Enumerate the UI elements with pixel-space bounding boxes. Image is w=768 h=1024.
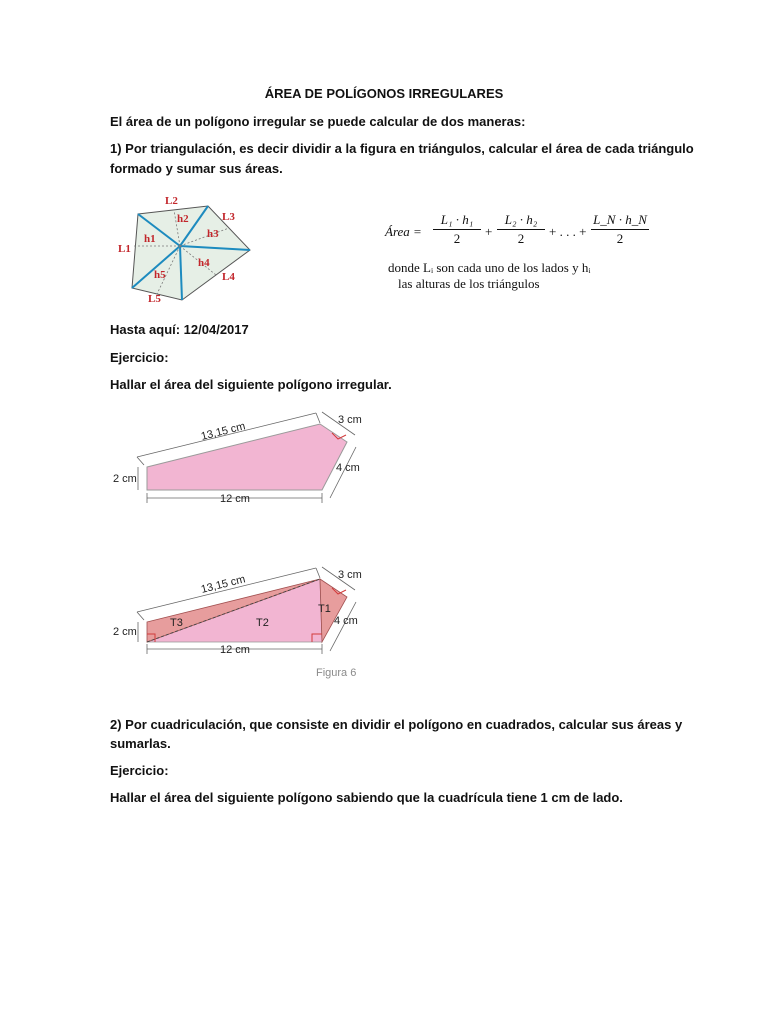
triangle-label-t2: T2 — [256, 617, 269, 629]
method1-text-line1: 1) Por triangulación, es decir dividir a la figura en triángulos, calcular el área de cada triángulo — [110, 141, 694, 156]
top-side-label-2: 13,15 cm — [199, 573, 247, 596]
formula-note-line1: donde Lᵢ son cada uno de los lados y hᵢ — [388, 260, 591, 275]
bottom-side-label: 12 cm — [220, 493, 250, 505]
method2-text-line2: sumarlas. — [110, 736, 171, 751]
formula-numerator-n: L_N · h_N — [593, 212, 647, 227]
formula-denominator-n: 2 — [616, 231, 624, 246]
formula-fraction-2 — [497, 212, 545, 247]
intro-text: El área de un polígono irregular se puede calcular de dos maneras: — [110, 114, 526, 129]
side-label-l3: L3 — [222, 211, 235, 223]
top-side-label: 13,15 cm — [199, 420, 247, 443]
bottom-side-label-2: 12 cm — [220, 644, 250, 656]
formula-denominator-2: 2 — [517, 231, 525, 246]
right-side-label-2: 4 cm — [334, 615, 358, 627]
triangle-label-t3: T3 — [170, 617, 183, 629]
height-label-h2: h2 — [177, 213, 189, 225]
exercise-polygon-shape — [147, 424, 347, 490]
exercise1-heading: Ejercicio: — [110, 350, 169, 365]
formula-ellipsis: + . . . + — [549, 224, 587, 239]
method1-text-line2: formado y sumar sus áreas. — [110, 161, 283, 176]
left-side-label-2: 2 cm — [113, 626, 137, 638]
method2-text-line1: 2) Por cuadriculación, que consiste en dividir el polígono en cuadrados, calcular sus áreas y — [110, 717, 683, 732]
date-note: Hasta aquí: 12/04/2017 — [110, 322, 249, 337]
triangle-label-t1: T1 — [318, 603, 331, 615]
formula-note-line2: las alturas de los triángulos — [398, 276, 540, 291]
height-label-h4: h4 — [198, 257, 210, 269]
side-label-l4: L4 — [222, 271, 235, 283]
formula-denominator-1: 2 — [453, 231, 461, 246]
formula-numerator-2: L₂ · h₂ — [504, 212, 538, 227]
area-formula — [385, 212, 655, 254]
short-side-label: 3 cm — [338, 414, 362, 426]
exercise-polygon-figure — [110, 405, 370, 517]
exercise1-text: Hallar el área del siguiente polígono irregular. — [110, 377, 392, 392]
document-title: ÁREA DE POLÍGONOS IRREGULARES — [264, 86, 504, 101]
formula-lhs: Área = — [385, 224, 422, 239]
formula-fraction-n — [591, 212, 649, 247]
height-label-h1: h1 — [144, 233, 156, 245]
short-side-label-2: 3 cm — [338, 569, 362, 581]
pentagon-triangulation-figure — [110, 188, 260, 306]
side-label-l1: L1 — [118, 243, 131, 255]
side-label-l5: L5 — [148, 293, 161, 305]
height-label-h3: h3 — [207, 228, 219, 240]
height-label-h5: h5 — [154, 269, 166, 281]
left-side-label: 2 cm — [113, 473, 137, 485]
formula-numerator-1: L₁ · h₁ — [440, 212, 474, 227]
formula-plus: + — [485, 224, 493, 239]
exercise2-heading: Ejercicio: — [110, 763, 169, 778]
right-side-label: 4 cm — [336, 462, 360, 474]
figure-caption: Figura 6 — [316, 667, 357, 679]
exercise2-text: Hallar el área del siguiente polígono sabiendo que la cuadrícula tiene 1 cm de lado. — [110, 790, 623, 805]
side-label-l2: L2 — [165, 195, 178, 207]
formula-fraction-1 — [433, 212, 481, 247]
triangulated-polygon-figure — [110, 560, 370, 685]
